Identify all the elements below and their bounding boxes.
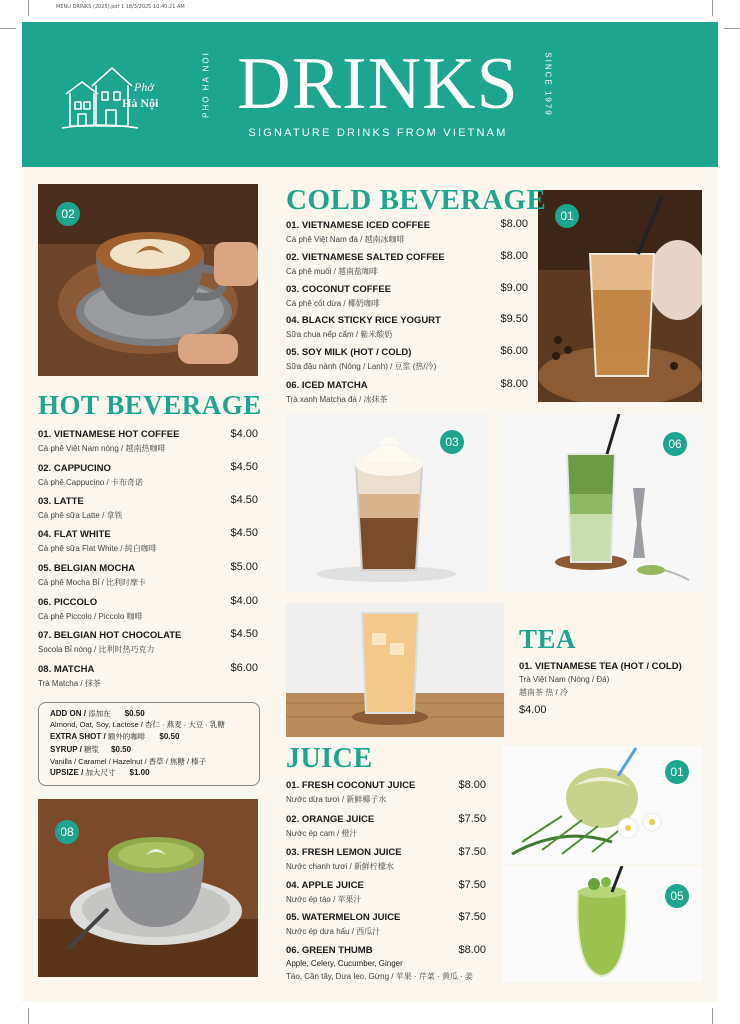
menu-item: 05. SOY MILK (HOT / COLD) Sữa đậu nành (Nóng / Lạnh) / 豆浆 (热/冷) xyxy=(286,347,437,371)
addon-line: ADD ON / 添加在 $0.50 xyxy=(50,709,145,718)
menu-price: $4.50 xyxy=(230,461,258,473)
menu-price: $7.50 xyxy=(458,879,486,891)
menu-price: $8.00 xyxy=(500,250,528,262)
menu-item: 05. WATERMELON JUICE Nước ép dưa hấu / 西瓜汁 xyxy=(286,912,401,936)
menu-item: 01. VIETNAMESE HOT COFFEE Cà phê Việt Nam nóng / 越南热咖啡 xyxy=(38,429,180,453)
photo-badge: 08 xyxy=(55,820,79,844)
addon-options: Vanilla / Caramel / Hazelnut / 香草 / 焦糖 / 榛子 xyxy=(50,757,207,766)
page-title: DRINKS xyxy=(237,43,519,125)
crop-mark xyxy=(724,28,740,29)
photo-badge: 03 xyxy=(440,430,464,454)
crop-mark xyxy=(712,1008,713,1024)
menu-item: 03. LATTE Cà phê sữa Latte / 拿铁 xyxy=(38,496,123,520)
menu-price: $4.50 xyxy=(230,628,258,640)
vertical-brand-text: PHO HA NOI xyxy=(201,51,211,118)
menu-item: 02. CAPPUCINO Cà phê Cappucino / 卡布奇诺 xyxy=(38,463,143,487)
menu-price: $4.00 xyxy=(230,595,258,607)
menu-price: $7.50 xyxy=(458,911,486,923)
section-title-hot: HOT BEVERAGE xyxy=(38,390,262,420)
menu-price: $8.00 xyxy=(500,378,528,390)
section-title-juice: JUICE xyxy=(286,743,373,774)
menu-item: 04. BLACK STICKY RICE YOGURT Sữa chua nếp cẩm / 紫米酸奶 xyxy=(286,315,441,339)
menu-price: $4.50 xyxy=(230,494,258,506)
menu-item: 02. VIETNAMESE SALTED COFFEE Cà phê muối / 越南盐咖啡 xyxy=(286,252,445,276)
addon-line: UPSIZE / 加大尺寸 $1.00 xyxy=(50,768,150,777)
logo-text-pho: Phở xyxy=(134,80,154,94)
menu-item: 04. FLAT WHITE Cà phê sữa Flat White / 純白咖啡 xyxy=(38,529,157,553)
photo-badge: 06 xyxy=(663,432,687,456)
logo-text-hanoi: Hà Nội xyxy=(122,96,159,110)
menu-price: $4.00 xyxy=(519,704,547,716)
menu-price: $7.50 xyxy=(458,813,486,825)
menu-item: 04. APPLE JUICE Nước ép táo / 苹果汁 xyxy=(286,880,364,904)
menu-item: 06. ICED MATCHA Trà xanh Matcha đá / 冰抹茶 xyxy=(286,380,388,404)
menu-price: $8.00 xyxy=(458,944,486,956)
photo-iced-tea xyxy=(286,603,504,737)
menu-price: $8.00 xyxy=(500,218,528,230)
page-subtitle: SIGNATURE DRINKS FROM VIETNAM xyxy=(248,127,508,139)
photo-green-thumb xyxy=(502,866,702,982)
addon-line: EXTRA SHOT / 额外的咖啡 $0.50 xyxy=(50,732,180,741)
menu-price: $6.00 xyxy=(230,662,258,674)
menu-price: $9.50 xyxy=(500,313,528,325)
addon-options: Almond, Oat, Soy, Lactose / 杏仁 · 燕麦 · 大豆 · 乳糖 xyxy=(50,720,225,729)
menu-item: 01. VIETNAMESE TEA (HOT / COLD) Trà Việt Nam (Nóng / Đá) 越南茶 热 / 冷 xyxy=(519,661,682,697)
crop-mark xyxy=(712,0,713,16)
menu-item: 05. BELGIAN MOCHA Cà phê Mocha Bỉ / 比利时摩卡 xyxy=(38,563,147,587)
menu-price: $6.00 xyxy=(500,345,528,357)
crop-mark xyxy=(28,0,29,16)
menu-price: $9.00 xyxy=(500,282,528,294)
menu-item: 01. FRESH COCONUT JUICE Nước dừa tươi / 新鲜椰子水 xyxy=(286,780,416,804)
menu-item: 08. MATCHA Trà Matcha / 抹茶 xyxy=(38,664,101,688)
file-header: MENU DRINKS (2025).pdf 1 18/3/2025 10:40:21 AM xyxy=(56,4,185,10)
menu-item: 03. COCONUT COFFEE Cà phê cốt dừa / 椰奶咖啡 xyxy=(286,284,392,308)
crop-mark xyxy=(0,28,16,29)
addon-line: SYRUP / 糖浆 $0.50 xyxy=(50,745,132,754)
menu-item: 06. PICCOLO Cà phê Piccolo / Piccolo 咖啡 xyxy=(38,597,143,621)
brand-logo xyxy=(58,58,168,138)
menu-item: 03. FRESH LEMON JUICE Nước chanh tươi / 新鲜柠檬水 xyxy=(286,847,402,871)
menu-price: $8.00 xyxy=(458,779,486,791)
menu-price: $4.00 xyxy=(230,428,258,440)
photo-badge: 01 xyxy=(665,760,689,784)
section-title-cold: COLD BEVERAGE xyxy=(286,184,547,216)
menu-item: 01. VIETNAMESE ICED COFFEE Cà phê Việt Nam đá / 越南冰咖啡 xyxy=(286,220,431,244)
menu-item: 02. ORANGE JUICE Nước ép cam / 橙汁 xyxy=(286,814,375,838)
menu-price: $5.00 xyxy=(230,561,258,573)
section-title-tea: TEA xyxy=(519,624,577,654)
menu-item: 06. GREEN THUMB Apple, Celery, Cucumber, Ginger Táo, Cần tây, Dưa leo, Gừng / 苹果 · 芹菜 · 黄瓜 · 姜 xyxy=(286,945,474,981)
photo-badge: 05 xyxy=(665,884,689,908)
vertical-since-text: SINCE 1979 xyxy=(543,52,553,117)
photo-badge: 01 xyxy=(555,204,579,228)
crop-mark xyxy=(28,1008,29,1024)
menu-item: 07. BELGIAN HOT CHOCOLATE Socola Bỉ nóng / 比利时热巧克力 xyxy=(38,630,182,654)
menu-price: $7.50 xyxy=(458,846,486,858)
photo-badge: 02 xyxy=(56,202,80,226)
menu-price: $4.50 xyxy=(230,527,258,539)
